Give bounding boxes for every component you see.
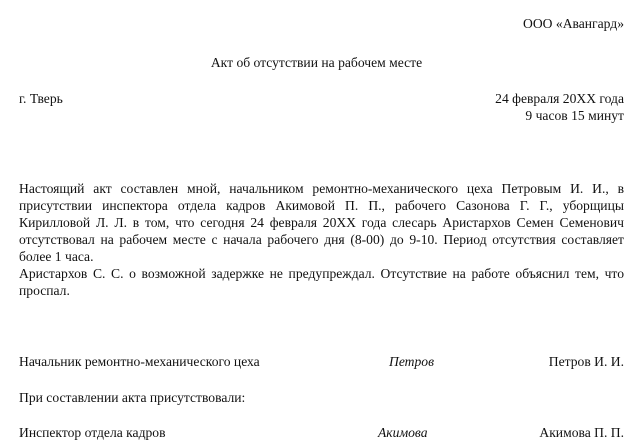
act-time: 9 часов 15 минут xyxy=(525,108,624,123)
body-paragraph: Аристархов С. С. о возможной задержке не предупреждал. Отсутствие на работе объяснил тем, что проспал. xyxy=(19,266,624,298)
signer-position: Инспектор отдела кадров xyxy=(19,425,166,440)
body-paragraph: Настоящий акт составлен мной, начальником ремонтно-механического цеха Петровым И. И., в присутствии инспектора отдела кадров Акимовой П. П., рабочего Сазонова Г. Г., уборщицы Кирилловой Л. Л. в том, что сегодня 24 февраля 20ХХ года слесарь Аристархов Семен Семенович отсутствовал на рабочем месте с начала рабочего дня (8-00) до 9-10. Период отсутствия составляет более 1 часа. xyxy=(19,181,624,264)
signer-position: Начальник ремонтно-механического цеха xyxy=(19,354,260,369)
act-body xyxy=(19,180,624,299)
signer-name: Акимова П. П. xyxy=(539,425,624,440)
present-label: При составлении акта присутствовали: xyxy=(19,390,246,405)
city: г. Тверь xyxy=(19,91,63,106)
handwritten-signature: Акимова xyxy=(378,425,428,440)
organization-name: ООО «Авангард» xyxy=(523,16,624,31)
signature-row-head xyxy=(19,353,624,370)
signer-name: Петров И. И. xyxy=(548,354,624,369)
handwritten-signature: Петров xyxy=(389,354,434,369)
signature-row-inspector xyxy=(19,424,624,441)
act-date: 24 февраля 20ХХ года xyxy=(495,91,624,106)
document-title: Акт об отсутствии на рабочем месте xyxy=(210,55,423,70)
